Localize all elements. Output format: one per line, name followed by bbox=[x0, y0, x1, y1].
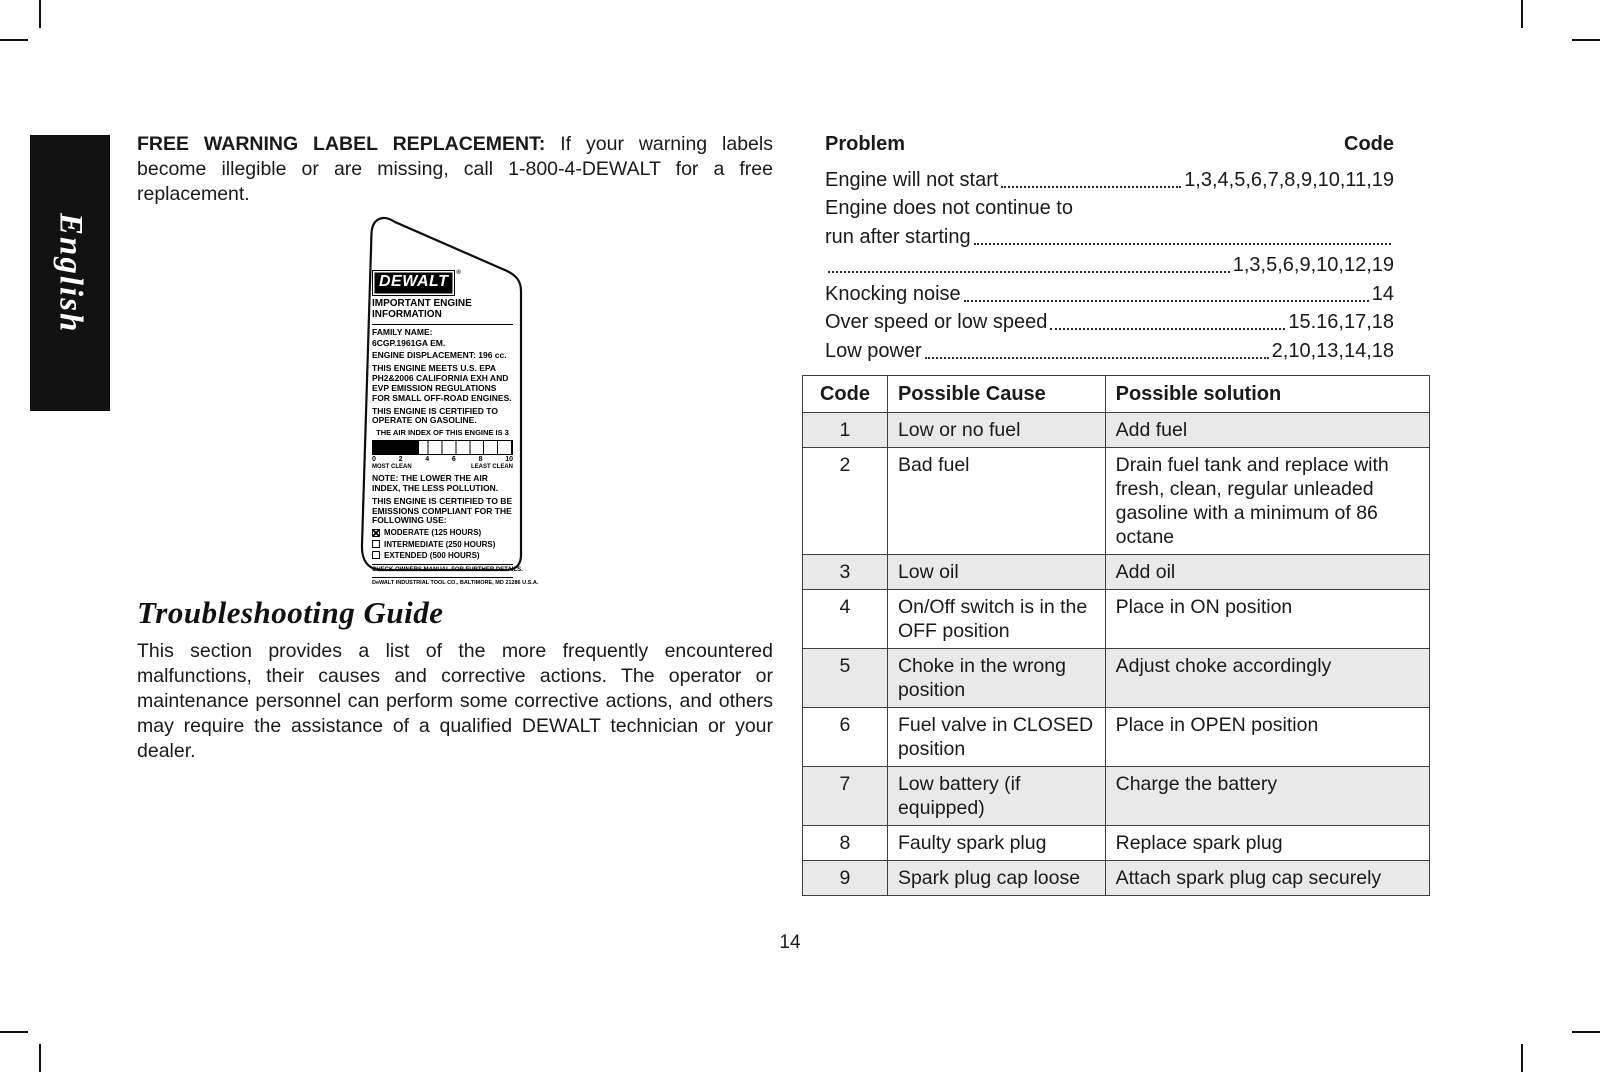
problem-row bbox=[825, 334, 1394, 363]
cell-solution: Add fuel bbox=[1105, 412, 1429, 447]
table-row bbox=[803, 766, 1430, 825]
crop-mark-bottom-left-h bbox=[0, 1031, 28, 1033]
check-owners-manual: CHECK OWNERS MANUAL FOR FURTHER DETAILS. bbox=[372, 564, 513, 574]
usage-option-intermediate bbox=[372, 540, 513, 549]
cell-solution: Place in OPEN position bbox=[1105, 707, 1429, 766]
warning-label-lead: FREE WARNING LABEL REPLACEMENT: bbox=[137, 133, 546, 155]
problem-code: 1,3,4,5,6,7,8,9,10,11,19 bbox=[1184, 168, 1394, 191]
air-index-note: NOTE: THE LOWER THE AIR INDEX, THE LESS POLLUTION. bbox=[372, 473, 499, 493]
crop-mark-top-left-h bbox=[0, 39, 28, 41]
crop-mark-bottom-right-h bbox=[1572, 1031, 1600, 1033]
troubleshooting-heading: Troubleshooting Guide bbox=[137, 595, 444, 630]
crop-mark-bottom-right-v bbox=[1521, 1044, 1523, 1072]
usage-option-label: INTERMEDIATE (250 HOURS) bbox=[384, 539, 496, 549]
cell-cause: Low oil bbox=[887, 554, 1105, 589]
table-row bbox=[803, 412, 1430, 447]
cell-cause: On/Off switch is in the OFF position bbox=[887, 589, 1105, 648]
checkbox-checked-icon bbox=[372, 529, 380, 537]
problem-label: run after starting bbox=[825, 225, 971, 248]
checkbox-empty-icon bbox=[372, 540, 380, 548]
gasoline-certification: THIS ENGINE IS CERTIFIED TO OPERATE ON GASOLINE. bbox=[372, 405, 498, 426]
problem-row bbox=[825, 249, 1394, 278]
page-number: 14 bbox=[779, 932, 801, 953]
dot-leader bbox=[974, 243, 1391, 245]
problem-row bbox=[825, 306, 1394, 335]
scale-tick: 10 bbox=[505, 455, 513, 463]
problem-code: 1,3,5,6,9,10,12,19 bbox=[1232, 254, 1394, 276]
problem-row bbox=[825, 220, 1394, 249]
table-row bbox=[803, 554, 1430, 589]
family-name-value: 6CGP.1961GA EM. bbox=[372, 338, 446, 349]
checkbox-empty-icon bbox=[372, 551, 380, 559]
dot-leader bbox=[828, 271, 1230, 273]
cell-solution: Charge the battery bbox=[1105, 766, 1429, 825]
troubleshooting-table bbox=[802, 375, 1430, 896]
table-row bbox=[803, 860, 1430, 895]
scale-tick: 0 bbox=[372, 455, 376, 463]
cell-cause: Bad fuel bbox=[887, 447, 1105, 554]
cell-code: 6 bbox=[803, 707, 888, 766]
col-header-code: Code bbox=[803, 375, 888, 412]
crop-mark-bottom-left-v bbox=[39, 1044, 41, 1072]
cell-cause: Faulty spark plug bbox=[887, 825, 1105, 860]
cell-solution: Attach spark plug cap securely bbox=[1105, 860, 1429, 895]
problem-code: 15.16,17,18 bbox=[1288, 311, 1394, 333]
family-name-label: FAMILY NAME: bbox=[372, 326, 433, 337]
problem-list-header bbox=[825, 133, 1394, 163]
problem-code-list bbox=[802, 133, 1430, 363]
usage-option-extended bbox=[372, 551, 513, 560]
cell-cause: Low battery (if equipped) bbox=[887, 766, 1105, 825]
air-index-title: THE AIR INDEX OF THIS ENGINE IS 3 bbox=[376, 428, 509, 438]
cell-code: 2 bbox=[803, 447, 888, 554]
table-row bbox=[803, 707, 1430, 766]
epa-statement: THIS ENGINE MEETS U.S. EPA PH2&2006 CALIFORNIA EXH AND EVP EMISSION REGULATIONS FOR SMALL OFF-ROAD ENGINES. bbox=[372, 363, 512, 403]
scale-tick: 6 bbox=[451, 455, 456, 463]
air-index-clean-labels bbox=[372, 464, 513, 471]
label-title: IMPORTANT ENGINE INFORMATION bbox=[372, 298, 513, 325]
cell-code: 4 bbox=[803, 589, 888, 648]
dot-leader bbox=[1050, 328, 1285, 330]
cell-solution: Drain fuel tank and replace with fresh, clean, regular unleaded gasoline with a minimum of 86 octane bbox=[1105, 447, 1429, 554]
table-row bbox=[803, 589, 1430, 648]
cell-code: 8 bbox=[803, 825, 888, 860]
warning-label-text: If your warning labels become illegible or are missing, call 1-800-4-DEWALT for a free replacement. bbox=[137, 133, 773, 205]
usage-option-label: MODERATE (125 HOURS) bbox=[384, 528, 482, 538]
most-clean-label: MOST CLEAN bbox=[372, 464, 412, 471]
air-index-bar bbox=[372, 440, 513, 455]
engine-displacement: ENGINE DISPLACEMENT: 196 cc. bbox=[372, 350, 507, 361]
dot-leader bbox=[964, 300, 1369, 302]
right-column bbox=[802, 133, 1430, 896]
problem-code: 14 bbox=[1371, 282, 1394, 305]
scale-tick: 8 bbox=[478, 455, 483, 463]
cell-cause: Choke in the wrong position bbox=[887, 648, 1105, 707]
cell-cause: Spark plug cap loose bbox=[887, 860, 1105, 895]
dewalt-logo: DEWALT bbox=[372, 270, 455, 296]
cell-solution: Place in ON position bbox=[1105, 589, 1429, 648]
table-row bbox=[803, 825, 1430, 860]
air-index-fill bbox=[373, 441, 419, 454]
engine-info-label bbox=[359, 213, 539, 587]
col-header-solution: Possible solution bbox=[1105, 375, 1429, 412]
cell-solution: Add oil bbox=[1105, 554, 1429, 589]
cell-code: 7 bbox=[803, 766, 888, 825]
problem-label: Engine does not continue to bbox=[825, 197, 1073, 219]
problem-header-label: Problem bbox=[825, 133, 906, 155]
cell-code: 3 bbox=[803, 554, 888, 589]
compliance-statement: THIS ENGINE IS CERTIFIED TO BE EMISSIONS COMPLIANT FOR THE FOLLOWING USE: bbox=[372, 495, 513, 526]
cell-cause: Fuel valve in CLOSED position bbox=[887, 707, 1105, 766]
warning-label-paragraph bbox=[137, 132, 773, 207]
cell-code: 5 bbox=[803, 648, 888, 707]
crop-mark-top-left-v bbox=[39, 0, 41, 28]
usage-option-label: EXTENDED (500 HOURS) bbox=[384, 550, 480, 560]
least-clean-label: LEAST CLEAN bbox=[471, 464, 513, 471]
usage-option-moderate bbox=[372, 528, 513, 537]
problem-row bbox=[825, 192, 1394, 221]
cell-code: 1 bbox=[803, 412, 888, 447]
table-header-row bbox=[803, 375, 1430, 412]
troubleshooting-intro: This section provides a list of the more frequently encountered malfunctions, their causes and corrective actions. The operator or maintenance personnel can perform some corrective actions, and others may require the assistance of a qualified DEWALT technician or your dealer. bbox=[137, 640, 773, 762]
dot-leader bbox=[925, 357, 1269, 359]
registered-mark: ® bbox=[456, 270, 461, 276]
code-header-label: Code bbox=[1344, 133, 1394, 155]
scale-tick: 4 bbox=[425, 455, 430, 463]
label-content bbox=[372, 270, 539, 587]
problem-label: Low power bbox=[825, 339, 922, 362]
problem-label: Knocking noise bbox=[825, 282, 961, 305]
language-tab-label: English bbox=[52, 212, 89, 334]
crop-mark-top-right-h bbox=[1572, 39, 1600, 41]
table-row bbox=[803, 447, 1430, 554]
label-footer: DeWALT INDUSTRIAL TOOL CO., BALTIMORE, MD 21286 U.S.A. bbox=[372, 577, 513, 586]
dot-leader bbox=[1001, 186, 1181, 188]
problem-label: Engine will not start bbox=[825, 168, 999, 191]
problem-code: 2,10,13,14,18 bbox=[1271, 339, 1394, 362]
scale-tick: 2 bbox=[398, 455, 403, 463]
cell-solution: Replace spark plug bbox=[1105, 825, 1429, 860]
left-column bbox=[137, 132, 773, 764]
language-tab-english bbox=[30, 135, 110, 411]
problem-label: Over speed or low speed bbox=[825, 311, 1048, 333]
problem-row bbox=[825, 163, 1394, 192]
table-row bbox=[803, 648, 1430, 707]
problem-row bbox=[825, 277, 1394, 306]
crop-mark-top-right-v bbox=[1521, 0, 1523, 28]
dewalt-logo-row bbox=[372, 270, 513, 296]
col-header-cause: Possible Cause bbox=[887, 375, 1105, 412]
cell-cause: Low or no fuel bbox=[887, 412, 1105, 447]
air-index-scale bbox=[372, 456, 513, 464]
cell-solution: Adjust choke accordingly bbox=[1105, 648, 1429, 707]
cell-code: 9 bbox=[803, 860, 888, 895]
